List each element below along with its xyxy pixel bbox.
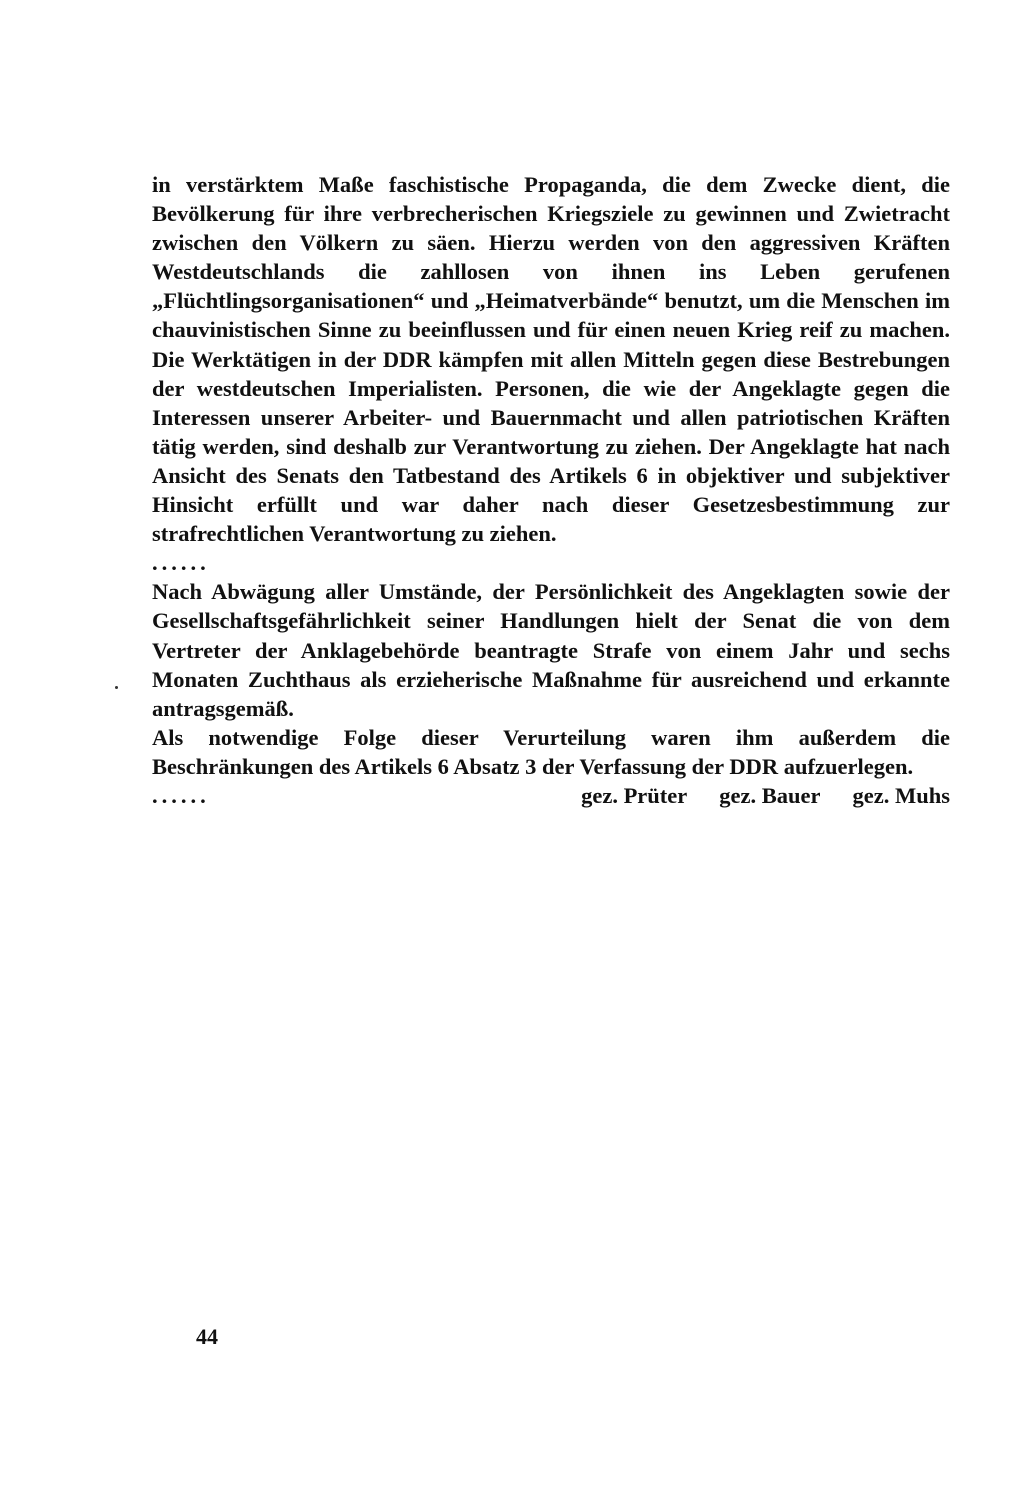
stray-ink-mark bbox=[115, 686, 118, 689]
ellipsis-omission: ...... bbox=[152, 550, 210, 576]
paragraph-reasoning: in verstärktem Maße faschistische Propaganda, die dem Zwecke dient, die Bevölkerung für ihre verbrecherischen Kriegsziele zu gewinnen und Zwietracht zwischen den Völkern zu säen. Hierzu werden von den aggressiven Kräften Westdeutschlands die zahllosen von ihnen ins Leben gerufenen „Flüchtlingsorganisationen“ und „Heimatverbände“ benutzt, um die Menschen im chauvinistischen Sinne zu beeinflussen und für einen neuen Krieg reif zu machen. Die Werktätigen in der DDR kämpfen mit allen Mitteln gegen diese Bestrebungen der westdeutschen Imperialisten. Personen, die wie der Angeklagte gegen die Interessen unserer Arbeiter- und Bauernmacht und allen patriotischen Kräften tätig werden, sind deshalb zur Verantwortung zu ziehen. Der Angeklagte hat nach Ansicht des Senats den Tatbestand des Artikels 6 in objektiver und subjektiver Hinsicht erfüllt und war daher nach dieser Gesetzesbestimmung zur strafrechtlichen Verantwortung zu ziehen. bbox=[152, 172, 950, 547]
signature-prueter: gez. Prüter bbox=[581, 782, 688, 808]
signature-bauer: gez. Bauer bbox=[719, 782, 821, 808]
signature-muhs: gez. Muhs bbox=[852, 782, 950, 808]
body-text bbox=[152, 170, 950, 810]
ellipsis-omission-final: ...... bbox=[152, 782, 210, 808]
signature-line bbox=[152, 781, 950, 810]
paragraph-consequence: Als notwendige Folge dieser Verurteilung waren ihm außerdem die Beschränkungen des Artikels 6 Absatz 3 der Verfassung der DDR aufzuerlegen. bbox=[152, 724, 950, 779]
signatures bbox=[581, 781, 950, 810]
page-number: 44 bbox=[196, 1324, 218, 1349]
paragraph-sentence: Nach Abwägung aller Umstände, der Persönlichkeit des Angeklagten sowie der Gesellschaftsgefährlichkeit seiner Handlungen hielt der Senat die von dem Vertreter der Anklagebehörde beantragte Strafe von einem Jahr und sechs Monaten Zuchthaus als erzieherische Maßnahme für ausreichend und erkannte antragsgemäß. bbox=[152, 579, 950, 721]
